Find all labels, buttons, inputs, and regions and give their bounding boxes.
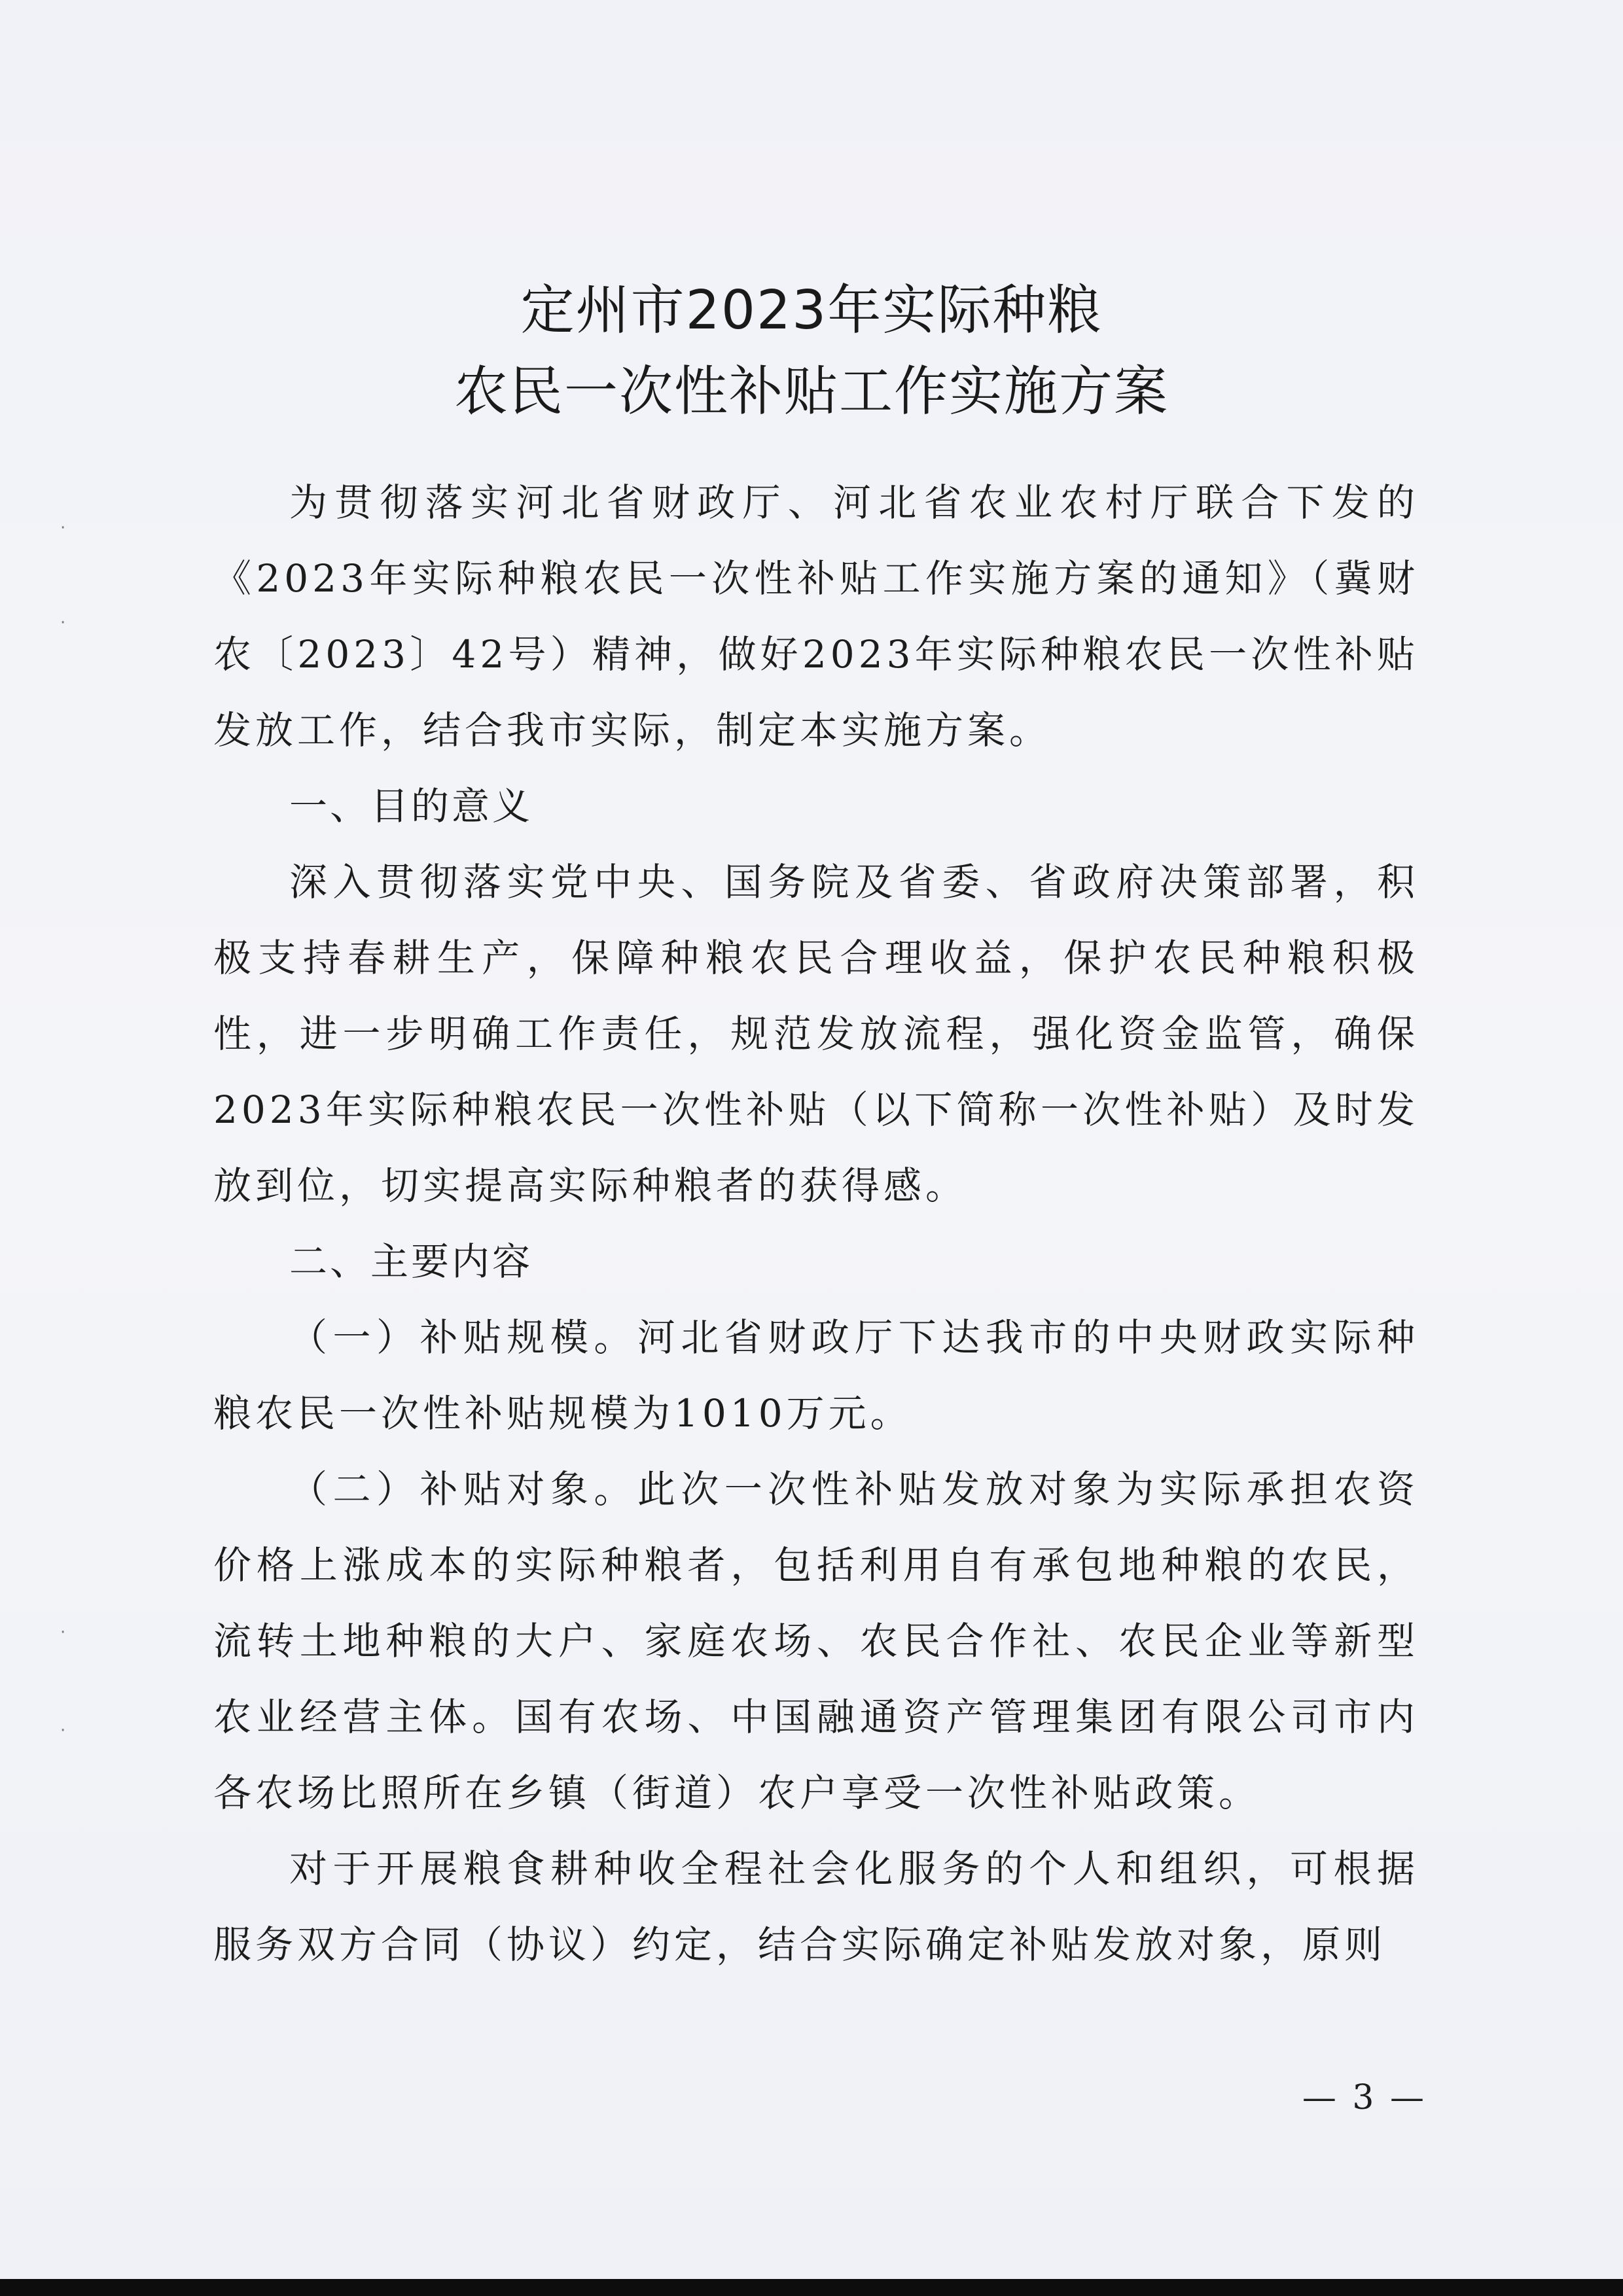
binding-hole-mark: · — [60, 1623, 66, 1642]
purpose-paragraph: 深入贯彻落实党中央、国务院及省委、省政府决策部署，积极支持春耕生产，保障种粮农民合理收益，保护农民种粮积极性，进一步明确工作责任，规范发放流程，强化资金监管，确保2023年实际种粮农民一次性补贴（以下简称一次性补贴）及时发放到位，切实提高实际种粮者的获得感。 — [213, 860, 1419, 1208]
subsidy-scale-paragraph: （一）补贴规模。河北省财政厅下达我市的中央财政实际种粮农民一次性补贴规模为1010万元。 — [213, 1315, 1419, 1436]
intro-paragraph: 为贯彻落实河北省财政厅、河北省农业农村厅联合下发的《2023年实际种粮农民一次性补贴工作实施方案的通知》（冀财农〔2023〕42号）精神，做好2023年实际种粮农民一次性补贴发放工作，结合我市实际，制定本实施方案。 — [213, 480, 1419, 752]
section-heading-content: 二、主要内容 — [289, 1239, 533, 1284]
service-paragraph: 对于开展粮食耕种收全程社会化服务的个人和组织，可根据服务双方合同（协议）约定，结合实际确定补贴发放对象，原则 — [213, 1846, 1419, 1967]
section-heading-purpose: 一、目的意义 — [289, 784, 533, 828]
binding-hole-mark: · — [60, 613, 66, 633]
binding-hole-mark: · — [60, 1721, 66, 1740]
binding-hole-mark: · — [60, 518, 66, 538]
document-title-line-2: 农民一次性补贴工作实施方案 — [454, 361, 1169, 423]
document-body — [213, 465, 1419, 1983]
page-number: — 3 — — [1302, 2078, 1427, 2117]
scan-edge — [0, 2279, 1623, 2296]
document-title-line-1: 定州市2023年实际种粮 — [520, 279, 1103, 342]
subsidy-target-paragraph: （二）补贴对象。此次一次性补贴发放对象为实际承担农资价格上涨成本的实际种粮者，包括利用自有承包地种粮的农民，流转土地种粮的大户、家庭农场、农民合作社、农民企业等新型农业经营主体。国有农场、中国融通资产管理集团有限公司市内各农场比照所在乡镇（街道）农户享受一次性补贴政策。 — [213, 1467, 1419, 1815]
